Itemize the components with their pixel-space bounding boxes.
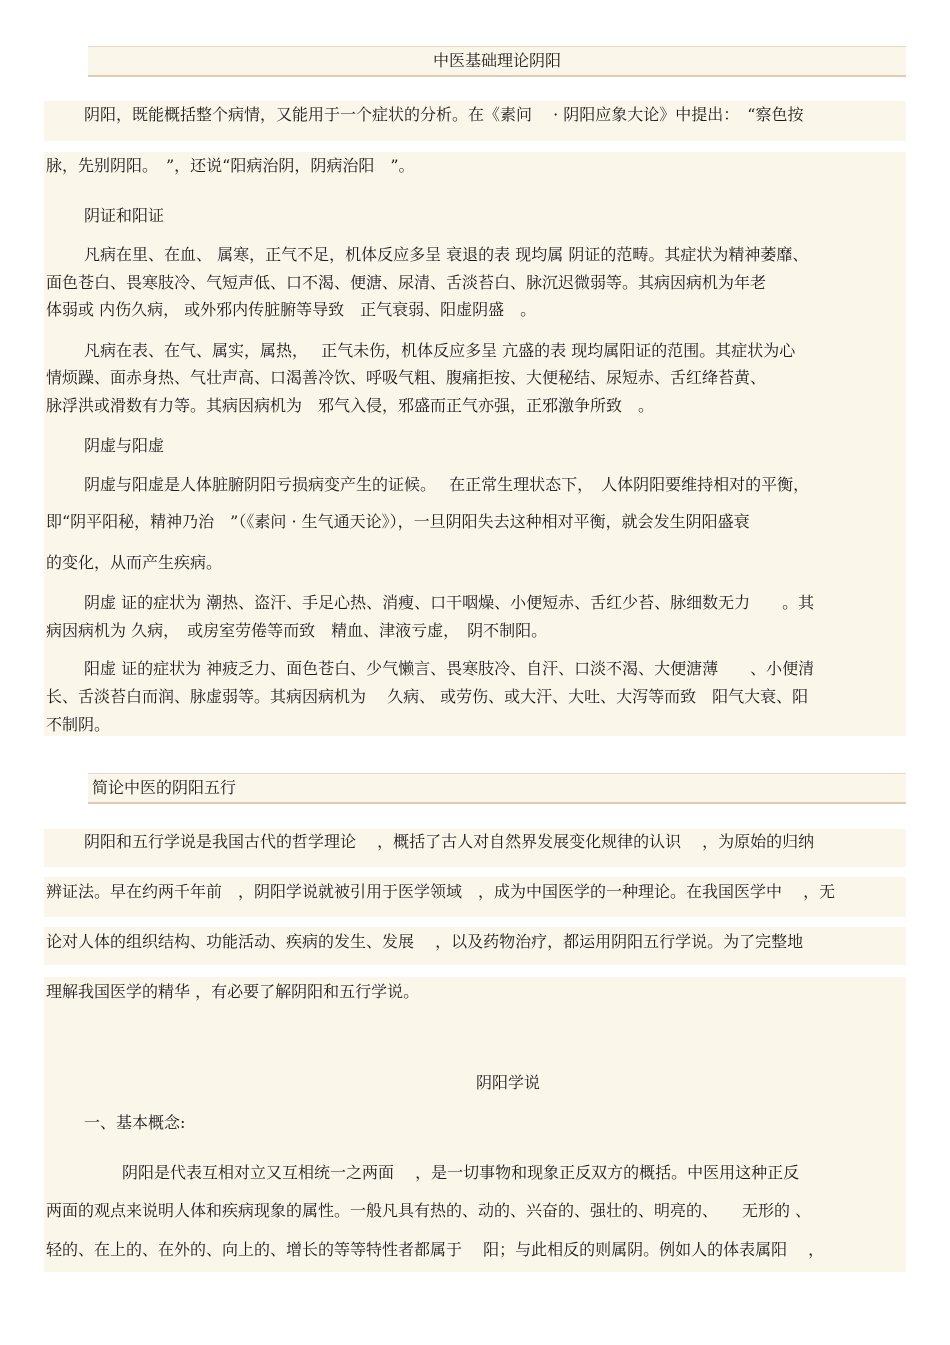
paragraph-line: 凡病在里、在血、 属寒，正气不足，机体反应多呈 衰退的表 现均属 阴证的范畴。其症状为精神萎靡、 bbox=[84, 245, 809, 264]
paragraph-line: 面色苍白、畏寒肢冷、气短声低、口不渴、便溏、尿清、舌淡苔白、脉沉迟微弱等。其病因病机为年老 bbox=[46, 273, 767, 292]
paragraph-line: 的变化，从而产生疾病。 bbox=[46, 553, 223, 572]
paragraph-line: 论对人体的组织结构、功能活动、疾病的发生、发展 ，以及药物治疗，都运用阴阳五行学说。为了完整地 bbox=[46, 932, 804, 951]
paragraph-line: 病因病机为 久病， 或房室劳倦等而致 精血、津液亏虚， 阴不制阳。 bbox=[46, 621, 548, 640]
paragraph-line: 阴虚 证的症状为 潮热、盗汗、手足心热、消瘦、口干咽燥、小便短赤、舌红少苔、脉细数无力 。其 bbox=[84, 593, 815, 612]
paragraph-line: 阴虚与阳虚是人体脏腑阴阳亏损病变产生的证候。 在正常生理状态下， 人体阴阳要维持相对的平衡， bbox=[84, 475, 810, 494]
paragraph-line: 辨证法。早在约两千年前 ，阴阳学说就被引用于医学领域 ，成为中国医学的一种理论。在我国医学中 ，无 bbox=[46, 882, 836, 901]
paragraph-line: 两面的观点来说明人体和疾病现象的属性。一般凡具有热的、动的、兴奋的、强壮的、明亮的、 无形的 、 bbox=[46, 1201, 812, 1220]
paragraph-line: 脉，先别阴阳。 ”，还说“阳病治阴，阴病治阳 ”。 bbox=[46, 156, 415, 175]
paragraph-line: 阳虚 证的症状为 神疲乏力、面色苍白、少气懒言、畏寒肢冷、自汗、口淡不渴、大便溏薄 、小便清 bbox=[84, 659, 815, 678]
paragraph-line: 即“阴平阳秘，精神乃治 ”（《素问 · 生气通天论》），一旦阴阳失去这种相对平衡，就会发生阴阳盛衰 bbox=[46, 512, 750, 531]
paragraph-line: 长、舌淡苔白而润、脉虚弱等。其病因病机为 久病、 或劳伤、或大汗、大吐、大泻等而致 阳气大衰、阳 bbox=[46, 687, 809, 706]
paragraph-line: 理解我国医学的精华 ，有必要了解阴阳和五行学说。 bbox=[46, 982, 420, 1001]
section-title: 中医基础理论阴阳 bbox=[432, 51, 561, 70]
paragraph-line: 情烦躁、面赤身热、气壮声高、口渴善冷饮、呼吸气粗、腹痛拒按、大便秘结、尿短赤、舌红绛苔黄、 bbox=[46, 368, 767, 387]
section-title-bar bbox=[88, 773, 906, 804]
paragraph-line: 脉浮洪或滑数有力等。其病因病机为 邪气入侵，邪盛而正气亦强，正邪激争所致 。 bbox=[46, 396, 655, 415]
paragraph-line: 体弱或 内伤久病， 或外邪内传脏腑等导致 正气衰弱、阳虚阴盛 。 bbox=[46, 300, 537, 319]
paragraph-line: 不制阴。 bbox=[46, 715, 111, 734]
subheading: 阴证和阳证 bbox=[84, 206, 165, 225]
content-background bbox=[44, 152, 906, 736]
subheading: 阴阳学说 bbox=[476, 1073, 541, 1092]
paragraph-line: 阴阳，既能概括整个病情，又能用于一个症状的分析。在《素问 · 阴阳应象大论》中提出： “察色按 bbox=[84, 105, 804, 124]
section-title-bar bbox=[88, 46, 906, 77]
subheading: 一、基本概念: bbox=[84, 1113, 186, 1132]
paragraph-line: 阴阳是代表互相对立又互相统一之两面 ，是一切事物和现象正反双方的概括。中医用这种正反 bbox=[122, 1163, 800, 1182]
paragraph-line: 凡病在表、在气、属实，属热， 正气未伤，机体反应多呈 亢盛的表 现均属阳证的范围。其症状为心 bbox=[84, 341, 796, 360]
section-title: 简论中医的阴阳五行 bbox=[92, 778, 237, 797]
subheading: 阴虚与阳虚 bbox=[84, 436, 165, 455]
paragraph-line: 轻的、在上的、在外的、向上的、增长的等等特性者都属于 阳；与此相反的则属阴。例如人的体表属阳 ， bbox=[46, 1240, 825, 1259]
paragraph-line: 阴阳和五行学说是我国古代的哲学理论 ，概括了古人对自然界发展变化规律的认识 ，为原始的归纳 bbox=[84, 832, 815, 851]
